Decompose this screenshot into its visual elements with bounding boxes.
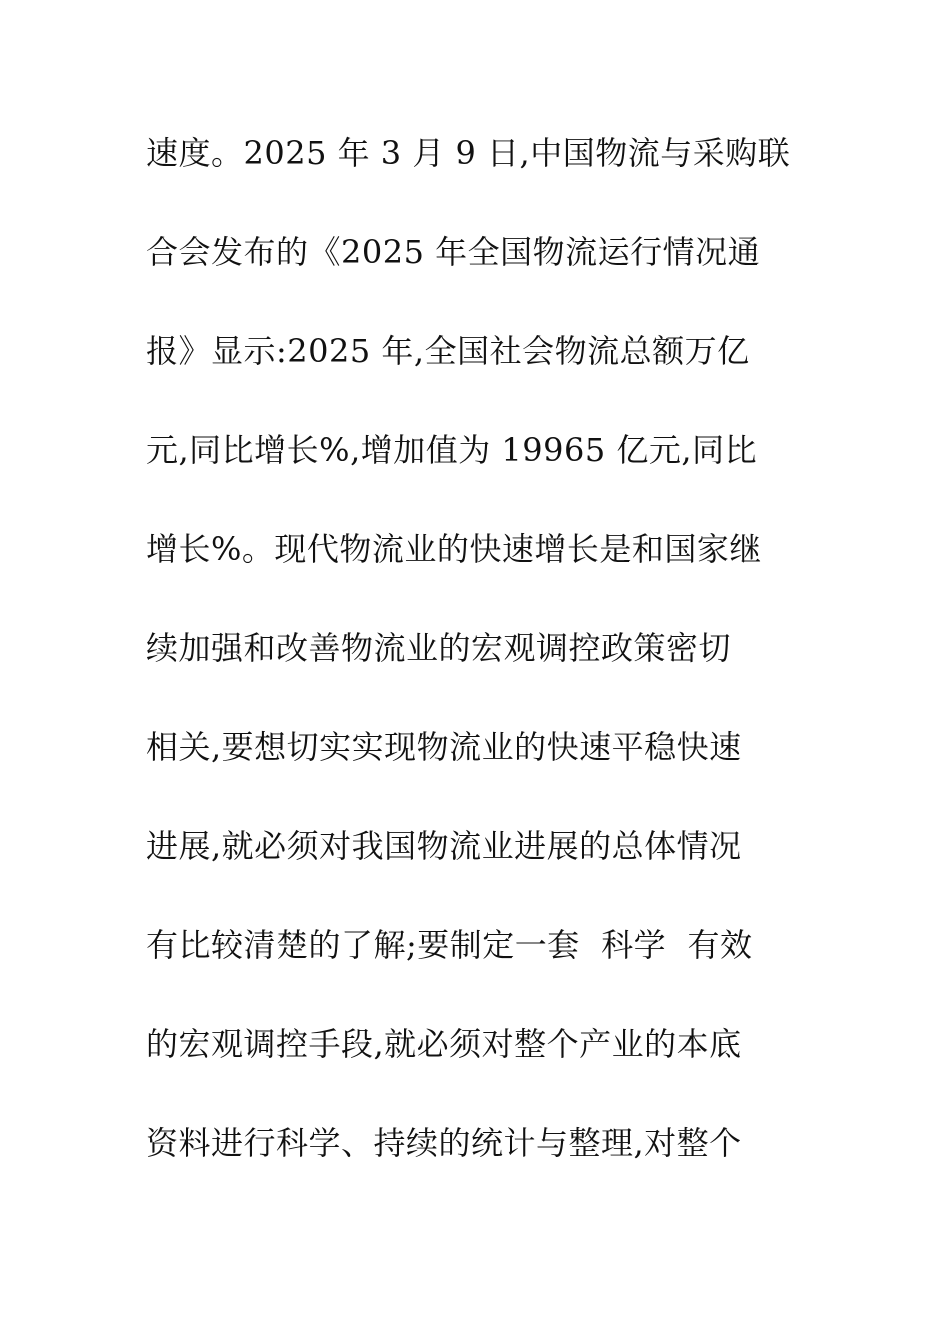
text-line: 相关,要想切实实现物流业的快速平稳快速: [146, 728, 742, 766]
text-line: 元,同比增长%,增加值为 19965 亿元,同比: [146, 431, 758, 469]
text-line: 增长%。现代物流业的快速增长是和国家继: [146, 530, 762, 568]
text-line: 进展,就必须对我国物流业进展的总体情况: [146, 827, 742, 865]
text-line: 合会发布的《2025 年全国物流运行情况通: [146, 233, 761, 271]
text-line: 有比较清楚的了解;要制定一套 科学 有效: [146, 926, 753, 964]
text-line: 报》显示:2025 年,全国社会物流总额万亿: [146, 332, 750, 370]
text-line: 速度。2025 年 3 月 9 日,中国物流与采购联: [146, 134, 791, 172]
body-text: [146, 128, 806, 1217]
text-line: 的宏观调控手段,就必须对整个产业的本底: [146, 1025, 742, 1063]
text-line: 续加强和改善物流业的宏观调控政策密切: [146, 629, 732, 667]
text-line: 资料进行科学、持续的统计与整理,对整个: [146, 1124, 742, 1162]
